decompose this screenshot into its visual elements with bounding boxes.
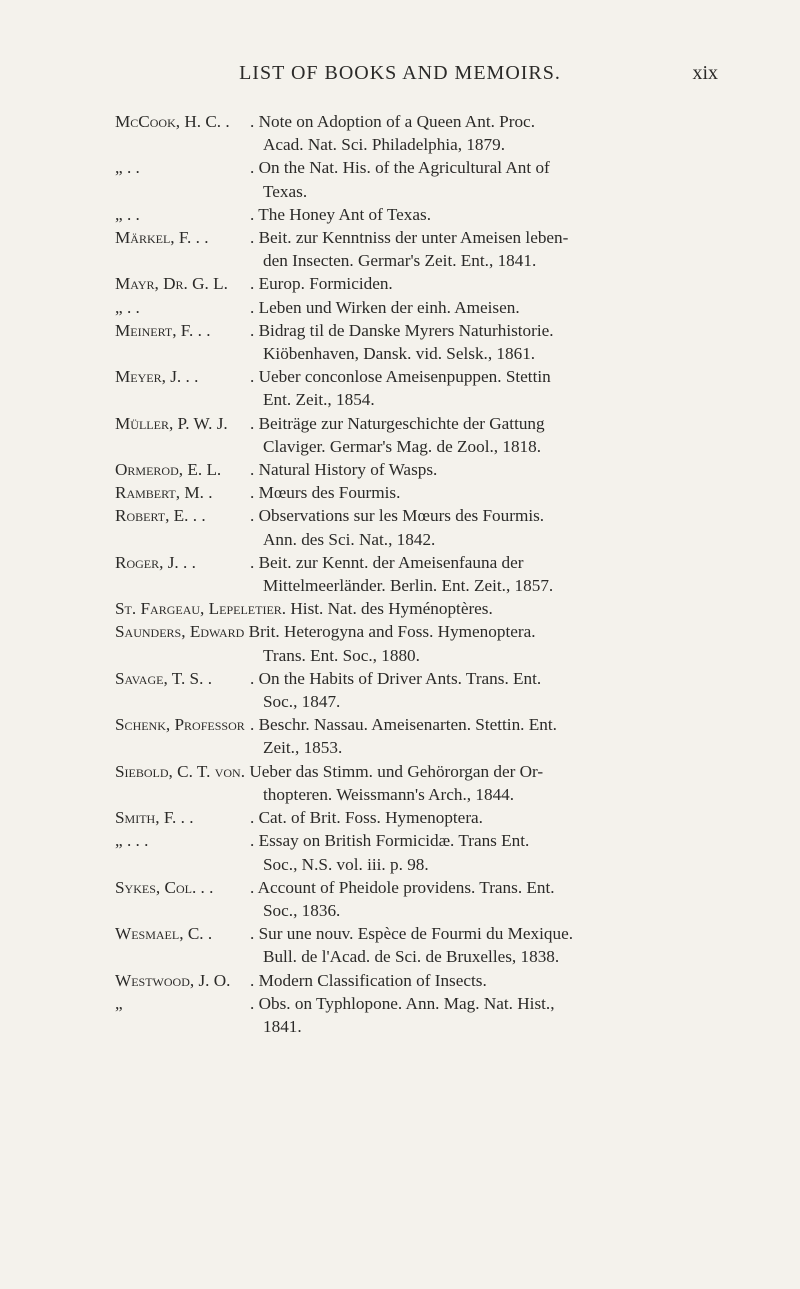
entry-title bbox=[250, 156, 740, 202]
leader-dots: . . bbox=[196, 877, 214, 897]
entry-author: St. Fargeau, Lepeletier. bbox=[115, 599, 287, 619]
entry-title bbox=[250, 504, 740, 550]
title-line: Bull. de l'Acad. de Sci. de Bruxelles, 1838. bbox=[263, 947, 560, 967]
bibliography-entry bbox=[115, 203, 740, 226]
author-name: Savage, T. S. bbox=[115, 668, 204, 688]
entry-author bbox=[115, 272, 250, 295]
bibliography-entry bbox=[115, 713, 740, 759]
author-name: Smith, F. bbox=[115, 808, 177, 828]
entry-title bbox=[250, 272, 740, 295]
entry-author bbox=[115, 992, 250, 1038]
entry-author bbox=[115, 504, 250, 550]
title-line: 1841. bbox=[263, 1016, 302, 1036]
leader-dots: . . bbox=[181, 367, 199, 387]
title-line: . Essay on British Formicidæ. Trans Ent. bbox=[250, 831, 530, 851]
author-name: Roger, J. bbox=[115, 552, 179, 572]
author-name: „ bbox=[115, 993, 123, 1013]
bibliography-entry bbox=[115, 760, 740, 806]
entry-author: Siebold, C. T. von. bbox=[115, 761, 246, 781]
title-line: Claviger. Germar's Mag. de Zool., 1818. bbox=[263, 436, 542, 456]
title-line: Ann. des Sci. Nat., 1842. bbox=[263, 529, 436, 549]
entry-title bbox=[250, 226, 740, 272]
author-name: „ bbox=[115, 204, 123, 224]
entry-author bbox=[115, 458, 250, 481]
entry-title bbox=[250, 713, 740, 759]
entry-author bbox=[115, 156, 250, 202]
entry-author bbox=[115, 922, 250, 968]
author-name: Meyer, J. bbox=[115, 367, 182, 387]
entry-author bbox=[115, 969, 250, 992]
bibliography-entry bbox=[115, 110, 740, 156]
entry-author bbox=[115, 203, 250, 226]
title-line: Zeit., 1853. bbox=[263, 738, 343, 758]
entry-title bbox=[250, 667, 740, 713]
author-name: „ bbox=[115, 297, 123, 317]
bibliography-entry bbox=[115, 597, 740, 620]
entry-title bbox=[250, 319, 740, 365]
bibliography-entry bbox=[115, 365, 740, 411]
bibliography-entry bbox=[115, 156, 740, 202]
title-line: . Natural History of Wasps. bbox=[250, 460, 438, 480]
title-line: Ent. Zeit., 1854. bbox=[263, 390, 375, 410]
author-name: Sykes, Col. bbox=[115, 877, 197, 897]
entry-author bbox=[115, 226, 250, 272]
entry-title bbox=[250, 203, 740, 226]
entry-author bbox=[115, 296, 250, 319]
title-line: . Note on Adoption of a Queen Ant. Proc. bbox=[250, 112, 535, 131]
leader-dots: . bbox=[203, 924, 213, 944]
leader-dots: . . bbox=[122, 297, 140, 317]
bibliography-entry bbox=[115, 272, 740, 295]
entry-title: Brit. Heterogyna and Foss. Hymenoptera. bbox=[244, 622, 536, 642]
author-name: Schenk, Professor bbox=[115, 715, 245, 735]
title-line: . The Honey Ant of Texas. bbox=[250, 204, 431, 224]
title-line: . Modern Classification of Insects. bbox=[250, 970, 487, 990]
title-line: . Obs. on Typhlopone. Ann. Mag. Nat. Hist., bbox=[250, 993, 555, 1013]
entry-title bbox=[250, 110, 740, 156]
bibliography-entry bbox=[115, 992, 740, 1038]
page-number: xix bbox=[692, 62, 718, 84]
entry-title bbox=[250, 876, 740, 922]
author-name: Märkel, F. bbox=[115, 228, 192, 248]
title-line: . Leben und Wirken der einh. Ameisen. bbox=[250, 297, 520, 317]
entry-title bbox=[250, 551, 740, 597]
title-line: . Beit. zur Kenntniss der unter Ameisen leben- bbox=[250, 228, 569, 248]
entry-author bbox=[115, 876, 250, 922]
title-line: . Beiträge zur Naturgeschichte der Gattung bbox=[250, 413, 545, 433]
bibliography-entry bbox=[115, 319, 740, 365]
title-line: thopteren. Weissmann's Arch., 1844. bbox=[263, 784, 515, 804]
leader-dots: . . . bbox=[122, 831, 149, 851]
bibliography-entry bbox=[115, 667, 740, 713]
bibliography-entry bbox=[115, 806, 740, 829]
leader-dots: . . bbox=[193, 320, 211, 340]
entry-title bbox=[250, 969, 740, 992]
title-line: . Ueber conconlose Ameisenpuppen. Stettin bbox=[250, 367, 551, 387]
entry-title bbox=[250, 481, 740, 504]
entry-author bbox=[115, 365, 250, 411]
entry-title bbox=[250, 922, 740, 968]
entry-author bbox=[115, 319, 250, 365]
entry-author bbox=[115, 551, 250, 597]
bibliography-entry bbox=[115, 226, 740, 272]
title-line: Mittelmeerländer. Berlin. Ent. Zeit., 1857. bbox=[263, 576, 554, 596]
author-name: „ bbox=[115, 158, 123, 178]
entry-title bbox=[250, 365, 740, 411]
title-line: . Europ. Formiciden. bbox=[250, 274, 393, 294]
entry-title bbox=[250, 412, 740, 458]
title-line: Trans. Ent. Soc., 1880. bbox=[263, 645, 420, 665]
title-line: Acad. Nat. Sci. Philadelphia, 1879. bbox=[263, 135, 506, 155]
entry-title bbox=[250, 296, 740, 319]
author-name: Westwood, J. O. bbox=[115, 970, 231, 990]
running-title: LIST OF BOOKS AND MEMOIRS. bbox=[239, 62, 561, 84]
author-name: Wesmael, C. bbox=[115, 924, 204, 944]
bibliography-entry bbox=[115, 551, 740, 597]
bibliography-entry bbox=[115, 969, 740, 992]
entry-author bbox=[115, 110, 250, 156]
author-name: „ bbox=[115, 831, 123, 851]
bibliography-entry bbox=[115, 481, 740, 504]
leader-dots: . bbox=[221, 112, 230, 131]
title-line: . Beschr. Nassau. Ameisenarten. Stettin. Ent. bbox=[250, 715, 557, 735]
leader-dots: . . bbox=[122, 204, 140, 224]
title-line: Soc., 1847. bbox=[263, 692, 341, 712]
title-line: . Cat. of Brit. Foss. Hymenoptera. bbox=[250, 808, 483, 828]
leader-dots: . . bbox=[178, 552, 196, 572]
author-name: Robert, E. bbox=[115, 506, 189, 526]
author-name: Mayr, Dr. G. L. bbox=[115, 274, 228, 294]
entry-title bbox=[250, 458, 740, 481]
leader-dots: . . bbox=[188, 506, 206, 526]
entry-author: Saunders, Edward bbox=[115, 622, 245, 642]
title-line: Texas. bbox=[263, 181, 308, 201]
title-line: Soc., 1836. bbox=[263, 900, 341, 920]
entry-title: Ueber das Stimm. und Gehörorgan der Or- bbox=[245, 761, 544, 781]
author-name: Meinert, F. bbox=[115, 320, 194, 340]
title-line: . Beit. zur Kennt. der Ameisenfauna der bbox=[250, 552, 524, 572]
entry-author bbox=[115, 667, 250, 713]
bibliography-entry bbox=[115, 458, 740, 481]
entry-author bbox=[115, 806, 250, 829]
entry-title bbox=[250, 992, 740, 1038]
entry-author bbox=[115, 713, 250, 759]
author-name: McCook, H. C. bbox=[115, 112, 222, 131]
leader-dots: . . bbox=[122, 158, 140, 178]
bibliography-entry bbox=[115, 412, 740, 458]
author-name: Rambert, M. bbox=[115, 483, 204, 503]
leader-dots: . bbox=[203, 483, 213, 503]
leader-dots: . bbox=[203, 668, 213, 688]
entry-title bbox=[250, 829, 740, 875]
title-line: . On the Habits of Driver Ants. Trans. Ent. bbox=[250, 668, 542, 688]
title-line: . Mœurs des Fourmis. bbox=[250, 483, 401, 503]
bibliography-entry bbox=[115, 922, 740, 968]
author-name: Ormerod, E. L. bbox=[115, 460, 222, 480]
title-line: . Bidrag til de Danske Myrers Naturhistorie. bbox=[250, 320, 554, 340]
entry-title bbox=[250, 806, 740, 829]
bibliography-entry bbox=[115, 829, 740, 875]
title-line: . Sur une nouv. Espèce de Fourmi du Mexique. bbox=[250, 924, 574, 944]
title-line: den Insecten. Germar's Zeit. Ent., 1841. bbox=[263, 251, 537, 271]
author-name: Müller, P. W. J. bbox=[115, 413, 228, 433]
title-line: . On the Nat. His. of the Agricultural Ant of bbox=[250, 158, 550, 178]
entry-author bbox=[115, 829, 250, 875]
title-line: . Observations sur les Mœurs des Fourmis. bbox=[250, 506, 545, 526]
leader-dots: . . bbox=[176, 808, 194, 828]
bibliography-entry bbox=[115, 620, 740, 666]
bibliography-entry bbox=[115, 876, 740, 922]
entry-title: Hist. Nat. des Hyménoptères. bbox=[286, 599, 493, 619]
title-line: Soc., N.S. vol. iii. p. 98. bbox=[263, 854, 429, 874]
title-line: . Account of Pheidole providens. Trans. Ent. bbox=[250, 877, 555, 897]
title-line: Kiöbenhaven, Dansk. vid. Selsk., 1861. bbox=[263, 344, 536, 364]
bibliography-entry bbox=[115, 296, 740, 319]
leader-dots: . . bbox=[191, 228, 209, 248]
bibliography-list bbox=[115, 110, 740, 1038]
page-header bbox=[0, 62, 800, 92]
entry-author bbox=[115, 481, 250, 504]
entry-author bbox=[115, 412, 250, 458]
bibliography-entry bbox=[115, 504, 740, 550]
